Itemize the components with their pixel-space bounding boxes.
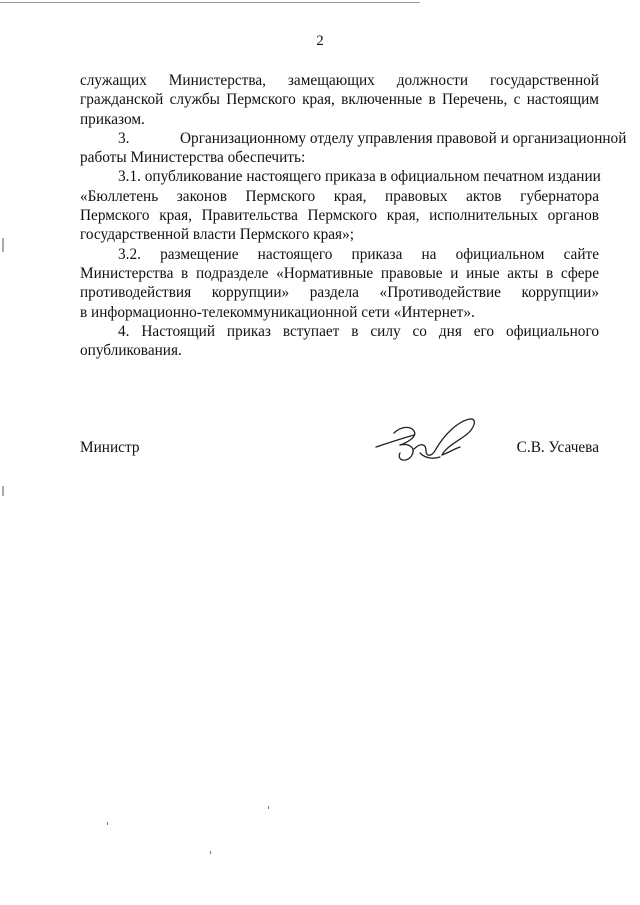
text-line: работы Министерства обеспечить:: [80, 149, 306, 167]
text-line: приказом.: [80, 110, 145, 128]
paragraph-3-2: [80, 245, 599, 322]
text-line: 3.2. размещение настоящего приказа на официальном сайте: [118, 245, 599, 263]
scan-edge-line: [0, 2, 420, 3]
text-line: «Бюллетень законов Пермского края, правовых актов губернатора: [80, 187, 599, 205]
signatory-position: Министр: [80, 439, 140, 456]
paragraph-3-1: [80, 167, 599, 244]
scan-edge-mark: [2, 486, 4, 496]
scan-speck: [210, 851, 211, 854]
scan-edge-mark: [2, 238, 4, 252]
handwritten-signature: [370, 413, 490, 469]
text-line: 3.1. опубликование настоящего приказа в официальном печатном издании: [118, 168, 601, 186]
text-line: Организационному отделу управления правовой и организационной: [180, 129, 627, 147]
text-line: противодействия коррупции» раздела «Противодействие коррупции»: [80, 284, 599, 302]
text-line: служащих Министерства, замещающих должности государственной: [80, 72, 599, 89]
item-number: 3.: [118, 129, 130, 147]
text-line: государственной власти Пермского края»;: [80, 226, 354, 244]
text-line: опубликования.: [80, 342, 182, 360]
text-line: гражданской службы Пермского края, включенные в Перечень, с настоящим: [80, 91, 599, 109]
text-line: в информационно-телекоммуникационной сети «Интернет».: [80, 303, 475, 321]
signatory-name: С.В. Усачева: [516, 439, 599, 456]
text-line: Министерства в подразделе «Нормативные правовые и иные акты в сфере: [80, 264, 599, 282]
page-number: 2: [316, 33, 324, 49]
paragraph-3: [80, 129, 627, 168]
paragraph-continuation: [80, 71, 599, 129]
paragraph-4: [80, 322, 599, 361]
text-line: Пермского края, Правительства Пермского края, исполнительных органов: [80, 207, 599, 225]
scan-speck: [268, 806, 269, 809]
scan-speck: [107, 822, 108, 825]
text-line: 4. Настоящий приказ вступает в силу со дня его официального: [118, 322, 599, 340]
document-body: [80, 71, 627, 360]
